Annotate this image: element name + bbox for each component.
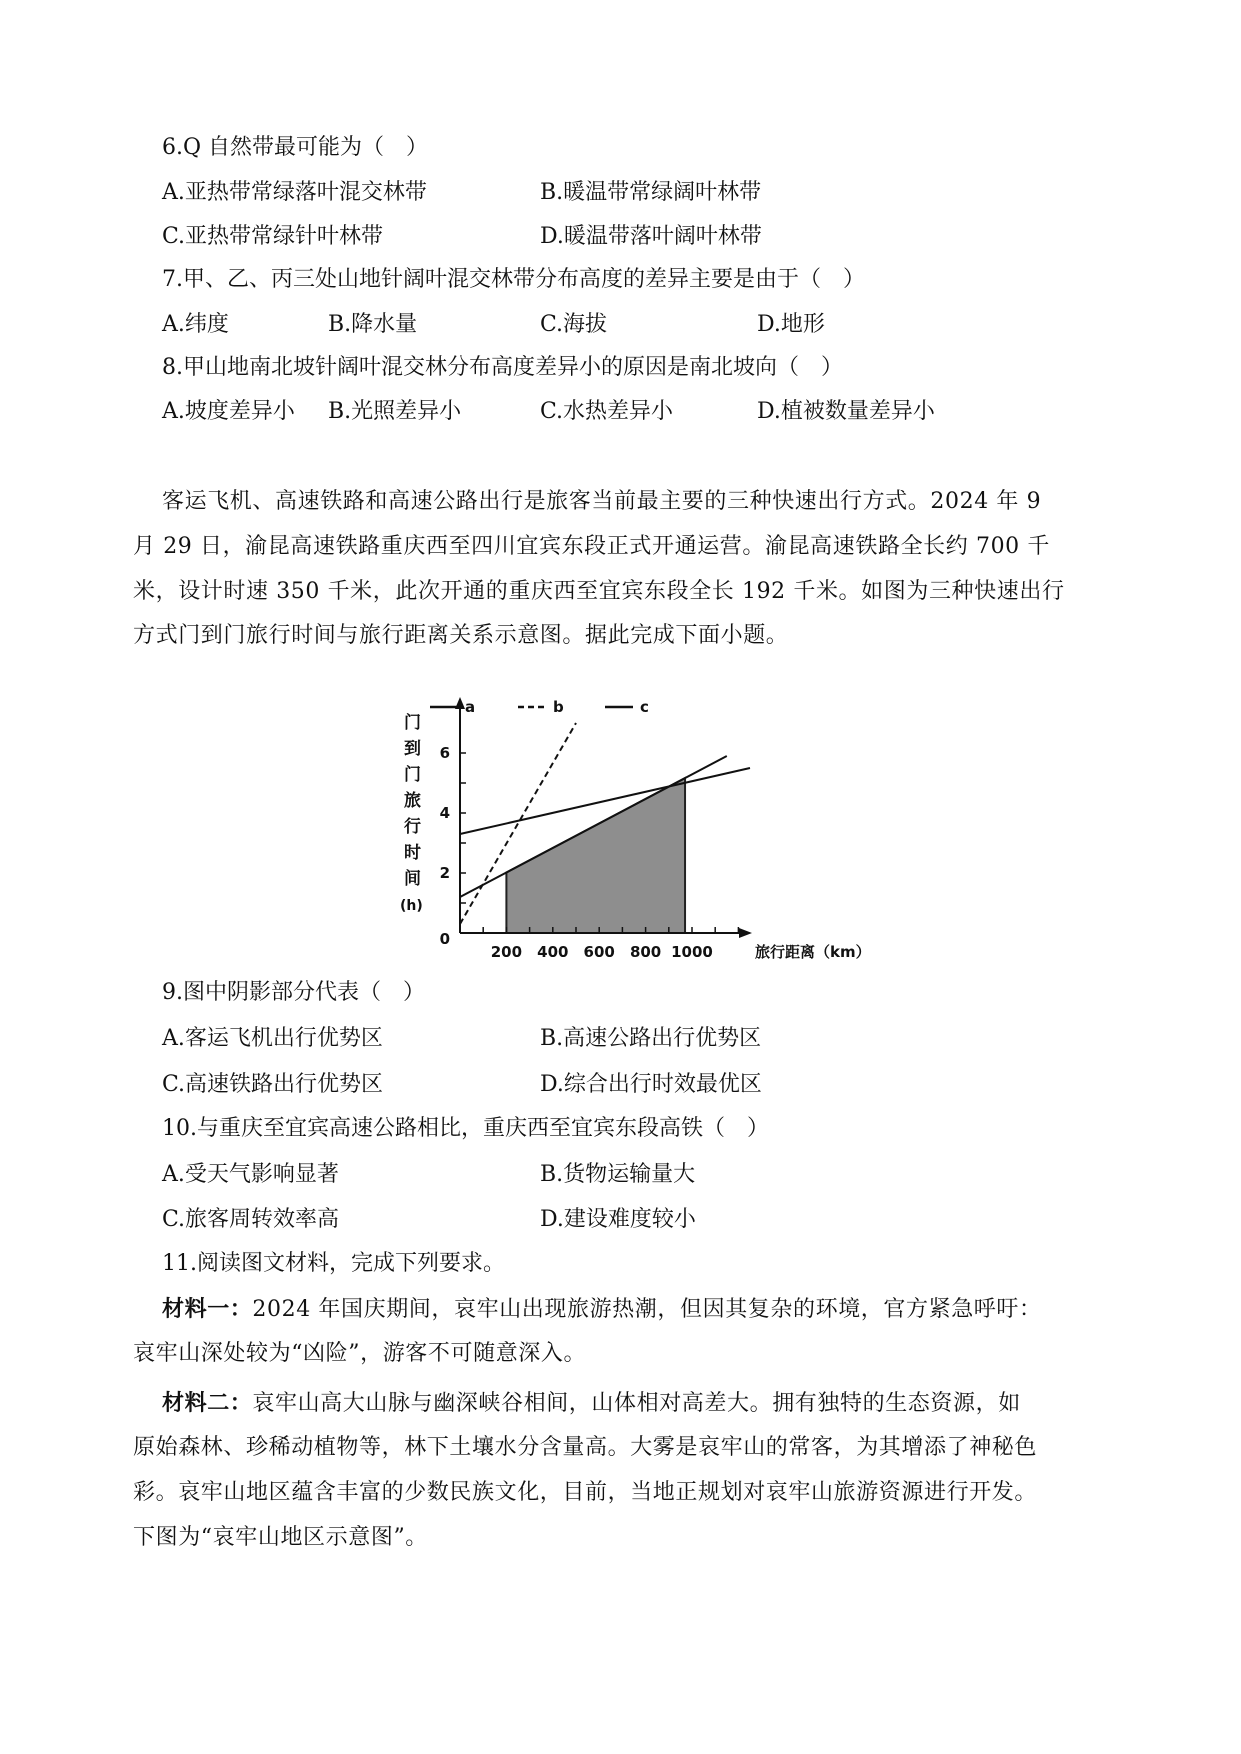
question-6-option-d[interactable]: D.暖温带落叶阔叶林带: [540, 224, 762, 249]
material-2-text-1: 哀牢山高大山脉与幽深峡谷相间，山体相对高差大。拥有独特的生态资源，如: [252, 1391, 1021, 1416]
passage-line-4: 方式门到门旅行时间与旅行距离关系示意图。据此完成下面小题。: [133, 623, 789, 648]
y-axis-label-char: 门: [404, 713, 421, 733]
question-8-option-c[interactable]: C.水热差异小: [540, 399, 674, 424]
material-2-label: 材料二：: [162, 1390, 253, 1416]
question-9-option-c[interactable]: C.高速铁路出行优势区: [162, 1072, 384, 1097]
y-axis-label-char: 间: [404, 869, 421, 889]
legend-label-b: b: [553, 698, 564, 716]
y-tick-label: 6: [439, 744, 450, 762]
question-9-stem: 9.图中阴影部分代表（ ）: [162, 980, 425, 1005]
passage-line-2: 月 29 日，渝昆高速铁路重庆西至四川宜宾东段正式开通运营。渝昆高速铁路全长约 700 千: [133, 534, 1050, 559]
question-6-option-c[interactable]: C.亚热带常绿针叶林带: [162, 224, 384, 249]
material-1-line-1: [162, 1294, 1042, 1325]
question-10-option-c[interactable]: C.旅客周转效率高: [162, 1207, 340, 1232]
question-11-stem: 11.阅读图文材料，完成下列要求。: [162, 1251, 505, 1276]
question-7-stem: 7.甲、乙、丙三处山地针阔叶混交林带分布高度的差异主要是由于（ ）: [162, 267, 865, 292]
material-1-label: 材料一：: [162, 1296, 253, 1322]
question-9-option-a[interactable]: A.客运飞机出行优势区: [162, 1026, 383, 1051]
question-7-option-d[interactable]: D.地形: [757, 312, 825, 337]
question-6-stem: 6.Q 自然带最可能为（ ）: [162, 135, 429, 160]
material-1-text-1: 2024 年国庆期间，哀牢山出现旅游热潮，但因其复杂的环境，官方紧急呼吁：: [252, 1297, 1042, 1322]
y-tick-label: 0: [439, 930, 450, 948]
question-7-option-c[interactable]: C.海拔: [540, 312, 608, 337]
material-2-line-4: 下图为“哀牢山地区示意图”。: [133, 1525, 428, 1550]
y-axis-label-char: 行: [404, 817, 421, 837]
legend-label-a: a: [465, 698, 476, 716]
question-10-stem: 10.与重庆至宜宾高速公路相比，重庆西至宜宾东段高铁（ ）: [162, 1116, 769, 1141]
passage-line-1: 客运飞机、高速铁路和高速公路出行是旅客当前最主要的三种快速出行方式。2024 年 9: [162, 489, 1042, 514]
passage-line-3: 米，设计时速 350 千米，此次开通的重庆西至宜宾东段全长 192 千米。如图为三种快速出行: [133, 579, 1065, 604]
material-1-line-2: 哀牢山深处较为“凶险”，游客不可随意深入。: [133, 1341, 587, 1366]
y-axis-label-char: 门: [404, 765, 421, 785]
x-axis-arrow: [739, 928, 752, 938]
y-axis-label-char: (h): [400, 898, 423, 914]
chart-svg: [400, 693, 870, 963]
y-axis-label-char: 旅: [404, 791, 421, 811]
legend-label-c: c: [640, 698, 649, 716]
question-9-option-d[interactable]: D.综合出行时效最优区: [540, 1072, 762, 1097]
shaded-advantage-region: [506, 778, 685, 933]
question-7-option-b[interactable]: B.降水量: [328, 312, 418, 337]
question-8-option-d[interactable]: D.植被数量差异小: [757, 399, 935, 424]
x-tick-label: 600: [583, 943, 615, 961]
y-tick-label: 2: [439, 864, 450, 882]
y-tick-label: 4: [439, 804, 450, 822]
material-2-line-2: 原始森林、珍稀动植物等，林下土壤水分含量高。大雾是哀牢山的常客，为其增添了神秘色: [133, 1435, 1038, 1460]
x-axis-label: 旅行距离（km）: [755, 943, 870, 961]
question-10-option-a[interactable]: A.受天气影响显著: [162, 1162, 339, 1187]
question-6-option-b[interactable]: B.暖温带常绿阔叶林带: [540, 180, 762, 205]
question-8-option-b[interactable]: B.光照差异小: [328, 399, 462, 424]
x-tick-label: 1000: [671, 943, 713, 961]
material-2-line-3: 彩。哀牢山地区蕴含丰富的少数民族文化，目前，当地正规划对哀牢山旅游资源进行开发。: [133, 1480, 1038, 1505]
question-6-option-a[interactable]: A.亚热带常绿落叶混交林带: [162, 180, 427, 205]
x-tick-label: 800: [629, 943, 662, 961]
material-2-line-1: [162, 1388, 1021, 1419]
question-7-option-a[interactable]: A.纬度: [162, 312, 229, 337]
travel-time-chart: [400, 693, 870, 963]
x-tick-label: 200: [490, 943, 523, 961]
question-8-stem: 8.甲山地南北坡针阔叶混交林分布高度差异小的原因是南北坡向（ ）: [162, 355, 843, 380]
question-8-option-a[interactable]: A.坡度差异小: [162, 399, 295, 424]
question-10-option-b[interactable]: B.货物运输量大: [540, 1162, 696, 1187]
question-9-option-b[interactable]: B.高速公路出行优势区: [540, 1026, 762, 1051]
y-axis-label-char: 到: [404, 739, 421, 759]
x-tick-label: 400: [537, 943, 569, 961]
y-axis-label-char: 时: [404, 843, 421, 863]
question-10-option-d[interactable]: D.建设难度较小: [540, 1207, 696, 1232]
